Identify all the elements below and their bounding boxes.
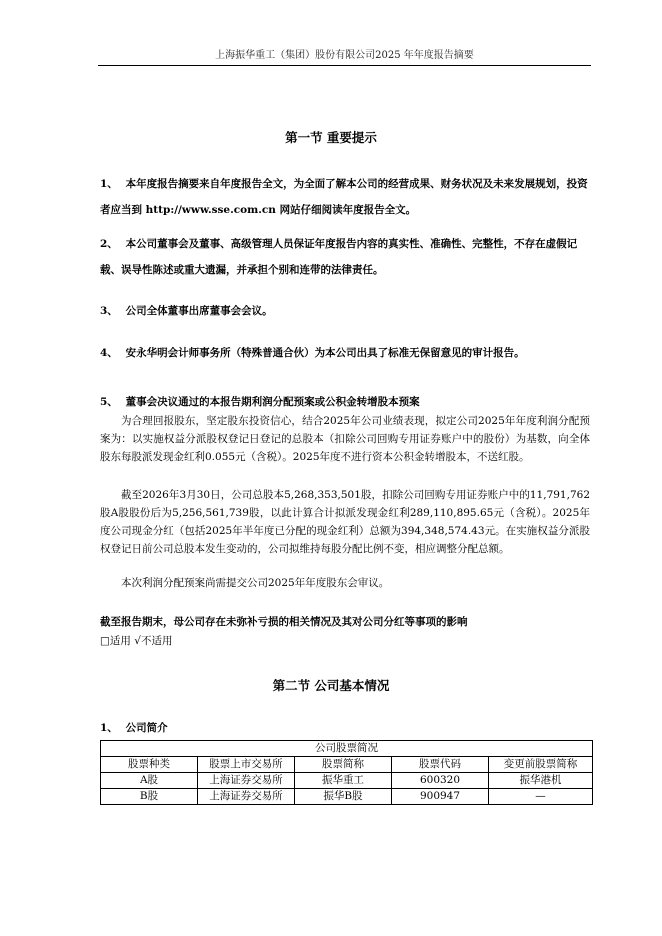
table-caption-row [101,741,593,757]
section2-title: 第二节 公司基本情况 [272,678,390,693]
item-text: 本年度报告摘要来自年度报告全文，为全面了解本公司的经营成果、财务状况及未来发展规划，投资者应当到 http://www.sse.com.cn 网站仔细阅读年度报告全文。 [100,178,588,216]
cell: 振华重工 [295,773,392,789]
item-number: 1、 [100,178,118,190]
header-former-name: 变更前股票简称 [489,757,593,773]
item-text: 公司全体董事出席董事会会议。 [125,305,273,317]
notice-item-3 [100,298,590,324]
approval-paragraph: 本次利润分配预案尚需提交公司2025年年度股东会审议。 [121,577,390,589]
item-text: 本公司董事会及董事、高级管理人员保证年度报告内容的真实性、准确性、完整性，不存在虚假记载、误导性陈述或重大遗漏，并承担个别和连带的法律责任。 [100,238,578,276]
share-capital-paragraph: 截至2026年3月30日，公司总股本5,268,353,501股，扣除公司回购专用证券账户中的11,791,762股A股股份后为5,256,561,739股，以此计算合计拟派发现金红利289,110,895.65元（含税）。2025年度公司现金分红（包括2025年半年度已分配的现金红利）总额为394,348,574.43元。在实施权益分派股权登记日前公司总股本发生变动的，公司拟维持每股分配比例不变，相应调整分配总额。 [100,489,590,555]
cell: 900947 [392,789,489,805]
cell: — [489,789,593,805]
company-intro-heading [100,715,590,741]
notice-item-4 [100,340,590,366]
item-text: 公司简介 [125,722,168,734]
header-short-name: 股票简称 [295,757,392,773]
notice-item-2 [100,231,590,283]
table-caption: 公司股票简况 [101,741,593,757]
cell: 上海证券交易所 [198,773,295,789]
page-header: 上海振华重工（集团）股份有限公司2025 年年度报告摘要 [98,46,591,66]
cell: 振华B股 [295,789,392,805]
item-number: 2、 [100,238,118,250]
header-exchange: 股票上市交易所 [198,757,295,773]
cell: B股 [101,789,198,805]
notice-item-5 [100,393,590,411]
profit-plan-paragraph: 为合理回报股东，坚定股东投资信心，结合2025年公司业绩表现，拟定公司2025年年度利润分配预案为：以实施权益分派股权登记日登记的总股本（扣除公司回购专用证券账户中的股份）为基数，向全体股东每股派发现金红利0.055元（含税）。2025年度不进行资本公积金转增股本，不送红股。 [100,415,590,463]
item-number: 4、 [100,347,118,359]
header-stock-type: 股票种类 [101,757,198,773]
table-row [101,773,593,789]
table-row [101,789,593,805]
item-text: 董事会决议通过的本报告期利润分配预案或公积金转增股本预案 [125,396,420,408]
loss-status: □适用 √不适用 [100,635,173,647]
section1-title: 第一节 重要提示 [285,130,377,145]
item-number: 1、 [100,722,118,734]
notice-item-1 [100,171,590,223]
table-header-row [101,757,593,773]
cell: 振华港机 [489,773,593,789]
item-number: 5、 [100,396,118,408]
item-number: 3、 [100,305,118,317]
cell: 上海证券交易所 [198,789,295,805]
header-code: 股票代码 [392,757,489,773]
cell: 600320 [392,773,489,789]
item-text: 安永华明会计师事务所（特殊普通合伙）为本公司出具了标准无保留意见的审计报告。 [125,347,525,359]
loss-heading: 截至报告期末，母公司存在未弥补亏损的相关情况及其对公司分红等事项的影响 [100,616,468,628]
cell: A股 [101,773,198,789]
stock-info-table [100,740,593,805]
